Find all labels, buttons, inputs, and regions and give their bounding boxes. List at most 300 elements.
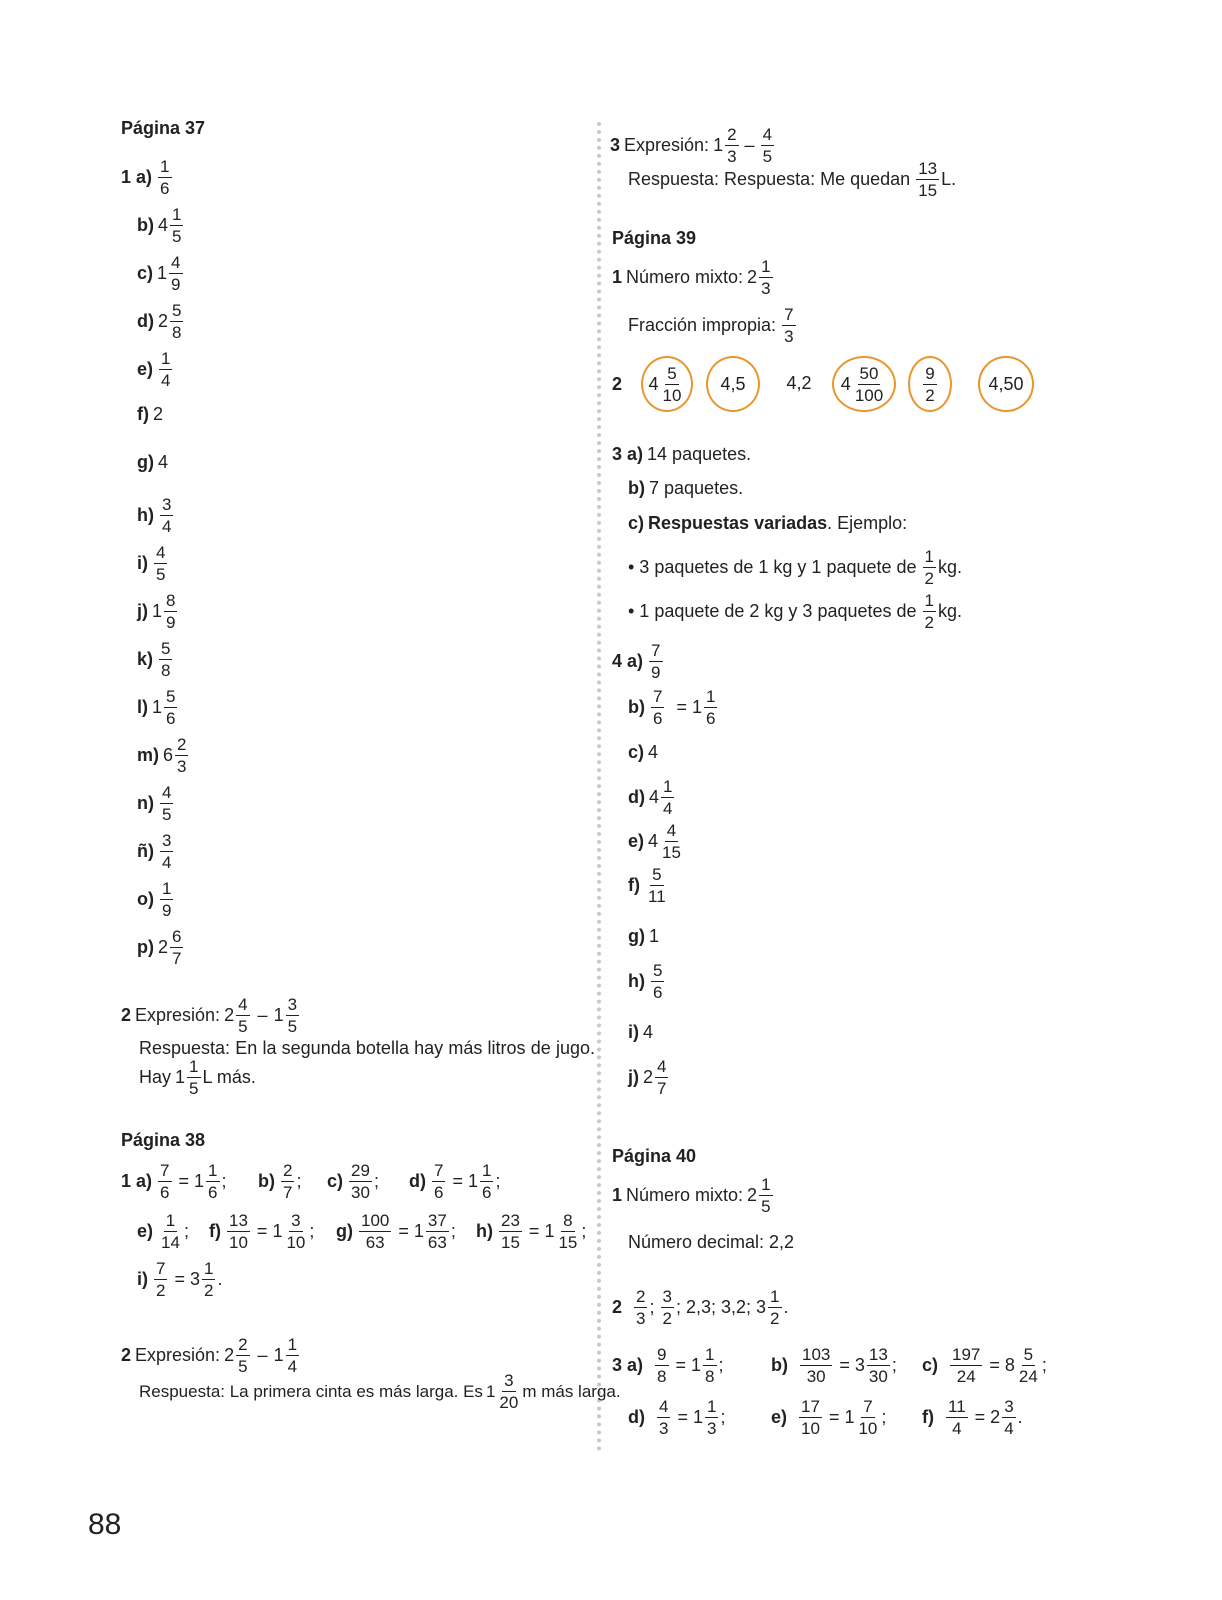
whole: 8 xyxy=(1004,1355,1015,1375)
item-label: j) xyxy=(137,601,148,621)
numerator: 4 xyxy=(162,783,172,802)
numerator: 7 xyxy=(653,687,663,706)
item-label: i) xyxy=(137,553,148,573)
equals: = xyxy=(984,1355,1005,1375)
fraction xyxy=(160,832,173,871)
equals: = xyxy=(173,1171,195,1191)
separator: ; xyxy=(296,1171,302,1191)
p39-q3c-bullet2: • 1 paquete de 2 kg y 3 paquetes de $\frac{1}{2}$ kg. xyxy=(628,591,963,632)
fraction xyxy=(705,1398,718,1437)
fraction: $\frac{1}{3}$ xyxy=(761,257,771,298)
whole: 1 xyxy=(544,1221,555,1241)
p37-item xyxy=(137,784,175,823)
p37-item xyxy=(137,350,174,389)
denominator: 6 xyxy=(160,1183,170,1202)
column-divider xyxy=(597,122,601,1452)
p37-item xyxy=(137,928,185,967)
fraction xyxy=(649,642,662,681)
item-label: 3 a) xyxy=(612,1355,644,1375)
fraction xyxy=(281,1162,294,1201)
item-label: 1 a) xyxy=(121,1171,153,1191)
fraction: $\frac{3}{20}$ xyxy=(499,1371,519,1412)
fraction xyxy=(432,1162,445,1201)
whole: 1 xyxy=(413,1221,424,1241)
q-label: 2 xyxy=(121,1005,132,1025)
item-label: b) xyxy=(137,215,154,235)
p38-q1f xyxy=(209,1212,314,1251)
p40-q1-decimal: Número decimal: 2,2 xyxy=(628,1232,795,1252)
p37-q2-answer-line2: Hay 1 $\frac{1}{5}$ L más. xyxy=(139,1057,256,1098)
p37-item xyxy=(121,158,174,197)
item-label: i) xyxy=(137,1269,148,1289)
fraction xyxy=(651,688,664,727)
denominator: 14 xyxy=(161,1233,180,1252)
numerator: 5 xyxy=(166,687,176,706)
numerator: 50 xyxy=(859,363,879,383)
numerator: 5 xyxy=(161,639,171,658)
numerator: 17 xyxy=(801,1397,820,1416)
denominator: 4 xyxy=(663,799,673,818)
equals: = xyxy=(672,1407,693,1427)
fraction: $\frac{4}{5}$ xyxy=(762,125,773,166)
equals: = xyxy=(393,1221,414,1241)
item-label: b) xyxy=(771,1355,788,1375)
value: 4,5 xyxy=(720,373,746,394)
whole: 1 xyxy=(194,1171,205,1191)
denominator: 9 xyxy=(162,901,172,920)
denominator: 7 xyxy=(172,949,182,968)
denominator: 6 xyxy=(706,709,716,728)
fraction xyxy=(202,1260,215,1299)
item-label: e) xyxy=(771,1407,788,1427)
fraction xyxy=(946,1398,968,1437)
numerator: 1 xyxy=(663,777,673,796)
fraction xyxy=(169,254,182,293)
item-label: c) xyxy=(922,1355,939,1375)
denominator: 8 xyxy=(172,323,182,342)
p38-q1a xyxy=(121,1162,227,1201)
item-label: l) xyxy=(137,697,148,717)
fraction xyxy=(158,1162,171,1201)
separator: ; xyxy=(720,1407,726,1427)
value: 4,50 xyxy=(988,373,1024,394)
denominator: 5 xyxy=(162,805,172,824)
fraction xyxy=(704,688,717,727)
whole: 2 xyxy=(990,1407,1001,1427)
numerator: 7 xyxy=(160,1161,170,1180)
p37-item xyxy=(137,640,174,679)
whole: 4 xyxy=(158,452,169,472)
item-label: e) xyxy=(628,831,645,851)
whole: 3 xyxy=(189,1269,200,1289)
numerator: 7 xyxy=(156,1259,166,1278)
item-label: d) xyxy=(137,311,154,331)
fraction: $\frac{1}{5}$ xyxy=(761,1175,771,1216)
item-label: g) xyxy=(336,1221,353,1241)
heading-pagina-40: Página 40 xyxy=(612,1146,697,1166)
p38-q2-answer: Respuesta: La primera cinta es más larga. Es 1 $\frac{3}{20}$ m más larga. xyxy=(139,1371,621,1412)
whole: 1 xyxy=(272,1221,283,1241)
p40-q3f xyxy=(922,1398,1023,1437)
item-label: e) xyxy=(137,1221,154,1241)
numerator: 7 xyxy=(434,1161,444,1180)
item-label: j) xyxy=(628,1067,639,1087)
whole: 4 xyxy=(648,831,659,851)
denominator: 2 xyxy=(204,1281,214,1300)
numerator: 100 xyxy=(361,1211,390,1230)
item-label: h) xyxy=(476,1221,493,1241)
p39-q3c: c) Respuestas variadas . Ejemplo: xyxy=(628,513,908,533)
fraction xyxy=(175,736,188,775)
fraction: $\frac{2}{3}$ xyxy=(636,1287,646,1328)
p40-q3e xyxy=(771,1398,886,1437)
separator: ; xyxy=(183,1221,189,1241)
numerator: 4 xyxy=(171,253,181,272)
item-label: g) xyxy=(628,926,645,946)
denominator: 11 xyxy=(648,887,666,906)
numerator: 4 xyxy=(666,821,677,840)
whole: 6 xyxy=(163,745,174,765)
whole: 1 xyxy=(691,697,702,717)
denominator: 8 xyxy=(161,661,171,680)
denominator: 10 xyxy=(858,1419,878,1438)
fraction: $\frac{3}{5}$ xyxy=(287,995,298,1036)
denominator: 15 xyxy=(501,1233,520,1252)
numerator: 9 xyxy=(925,363,935,383)
numerator: 9 xyxy=(657,1345,667,1364)
denominator: 3 xyxy=(177,757,187,776)
fraction xyxy=(661,778,674,817)
fraction xyxy=(853,365,885,404)
option-2 xyxy=(706,356,760,412)
p39-q4-item xyxy=(628,688,719,727)
numerator: 5 xyxy=(653,961,663,980)
fraction xyxy=(651,962,664,1001)
option-3 xyxy=(776,364,822,402)
denominator: 30 xyxy=(868,1367,888,1386)
fraction xyxy=(359,1212,391,1251)
p39-q3a: 3 a) 14 paquetes. xyxy=(612,444,752,464)
separator: ; xyxy=(718,1355,724,1375)
numerator: 2 xyxy=(177,735,187,754)
fraction: $\frac{4}{5}$ xyxy=(238,995,248,1036)
whole: 3 xyxy=(854,1355,865,1375)
p39-q3c-bullet1: • 3 paquetes de 1 kg y 1 paquete de $\frac{1}{2}$ kg. xyxy=(628,547,963,588)
fraction: $\frac{1}{2}$ xyxy=(924,547,934,588)
denominator: 4 xyxy=(161,371,171,390)
denominator: 100 xyxy=(854,385,884,405)
fraction xyxy=(160,880,173,919)
denominator: 2 xyxy=(925,385,935,405)
operator: – xyxy=(257,1005,268,1025)
separator: ; xyxy=(221,1171,227,1191)
whole: 1 xyxy=(152,601,163,621)
denominator: 24 xyxy=(956,1367,976,1386)
denominator: 2 xyxy=(156,1281,166,1300)
fraction xyxy=(159,350,172,389)
p37-item xyxy=(137,832,175,871)
denominator: 10 xyxy=(229,1233,248,1252)
item-label: f) xyxy=(137,404,149,424)
denominator: 10 xyxy=(286,1233,306,1252)
denominator: 4 xyxy=(162,853,172,872)
item-label: k) xyxy=(137,649,154,669)
fraction: $\frac{1}{4}$ xyxy=(287,1335,298,1376)
p37-item xyxy=(137,254,185,293)
denominator: 6 xyxy=(482,1183,492,1202)
item-label: i) xyxy=(628,1022,639,1042)
p39-q4-item xyxy=(628,962,666,1001)
numerator: 4 xyxy=(657,1057,667,1076)
numerator: 1 xyxy=(705,1345,715,1364)
numerator: 5 xyxy=(652,865,662,884)
separator: . xyxy=(217,1269,223,1289)
numerator: 11 xyxy=(948,1397,966,1416)
item-label: n) xyxy=(137,793,154,813)
p39-q4-item xyxy=(628,822,685,861)
p39-q4-item xyxy=(628,742,658,763)
item-label: g) xyxy=(137,452,154,472)
fraction xyxy=(164,688,177,727)
option-5 xyxy=(908,356,952,412)
p40-q1-mixed: 1 Número mixto: 2 $\frac{1}{5}$ xyxy=(612,1175,771,1216)
denominator: 9 xyxy=(166,613,176,632)
separator: ; xyxy=(495,1171,501,1191)
whole: 2 xyxy=(224,1005,235,1025)
fraction: $\frac{1}{5}$ xyxy=(189,1057,199,1098)
p37-item xyxy=(137,736,190,775)
whole: 4 xyxy=(648,373,659,394)
fraction xyxy=(950,1346,982,1385)
fraction xyxy=(799,1398,822,1437)
numerator: 1 xyxy=(706,687,716,706)
fraction xyxy=(170,928,183,967)
whole: 1 xyxy=(273,1005,284,1025)
fraction xyxy=(158,158,171,197)
p37-item xyxy=(137,880,175,919)
whole: 1 xyxy=(152,697,163,717)
denominator: 3 xyxy=(659,1419,669,1438)
whole: 4 xyxy=(158,215,169,235)
equals: = xyxy=(523,1221,545,1241)
whole: 1 xyxy=(157,263,168,283)
p37-item xyxy=(137,452,168,473)
fraction xyxy=(206,1162,219,1201)
denominator: 9 xyxy=(651,663,661,682)
denominator: 30 xyxy=(351,1183,370,1202)
numerator: 1 xyxy=(162,879,172,898)
item-label: h) xyxy=(137,505,154,525)
fraction xyxy=(657,1398,670,1437)
denominator: 63 xyxy=(365,1233,385,1252)
numerator: 2 xyxy=(283,1161,293,1180)
numerator: 3 xyxy=(1004,1397,1014,1416)
numerator: 13 xyxy=(229,1211,248,1230)
whole: 2 xyxy=(643,1067,654,1087)
separator: ; xyxy=(450,1221,456,1241)
equals: = xyxy=(666,697,692,717)
fraction xyxy=(227,1212,250,1251)
numerator: 1 xyxy=(208,1161,218,1180)
denominator: 5 xyxy=(156,565,166,584)
denominator: 8 xyxy=(657,1367,667,1386)
equals: = xyxy=(823,1407,845,1427)
numerator: 1 xyxy=(707,1397,717,1416)
denominator: 5 xyxy=(172,227,182,246)
numerator: 4 xyxy=(156,543,166,562)
p39-q4-item xyxy=(628,866,670,905)
denominator: 15 xyxy=(558,1233,578,1252)
numerator: 1 xyxy=(172,205,182,224)
fraction xyxy=(159,1212,182,1251)
fraction xyxy=(160,496,173,535)
separator: ; xyxy=(373,1171,379,1191)
fraction xyxy=(164,592,177,631)
denominator: 7 xyxy=(657,1079,667,1098)
numerator: 7 xyxy=(651,641,661,660)
numerator: 3 xyxy=(162,495,172,514)
item-label: f) xyxy=(209,1221,221,1241)
fraction xyxy=(349,1162,372,1201)
fraction xyxy=(856,1398,879,1437)
item-label: f) xyxy=(922,1407,934,1427)
fraction: $\frac{1}{2}$ xyxy=(770,1287,780,1328)
value: 4,2 xyxy=(786,372,812,393)
whole: 1 xyxy=(649,926,660,946)
item-label: c) xyxy=(327,1171,344,1191)
numerator: 8 xyxy=(166,591,176,610)
separator: ; xyxy=(581,1221,587,1241)
denominator: 3 xyxy=(707,1419,717,1438)
p37-item xyxy=(137,496,175,535)
fraction xyxy=(499,1212,522,1251)
p39-q4-item xyxy=(628,1022,653,1043)
item-label: o) xyxy=(137,889,154,909)
equals: = xyxy=(447,1171,468,1191)
p39-q4-item xyxy=(628,778,676,817)
fraction xyxy=(703,1346,716,1385)
fraction xyxy=(1002,1398,1015,1437)
numerator: 5 xyxy=(667,363,677,383)
fraction xyxy=(923,365,936,404)
fraction xyxy=(660,822,683,861)
p38-q1g xyxy=(336,1212,456,1251)
fraction xyxy=(867,1346,890,1385)
numerator: 1 xyxy=(482,1161,492,1180)
numerator: 1 xyxy=(161,349,171,368)
separator: ; xyxy=(1041,1355,1047,1375)
denominator: 24 xyxy=(1018,1367,1038,1386)
numerator: 5 xyxy=(1023,1345,1034,1364)
p38-q1d xyxy=(409,1162,500,1201)
whole: 4 xyxy=(649,787,660,807)
numerator: 8 xyxy=(563,1211,573,1230)
p38-q1i xyxy=(137,1260,222,1299)
denominator: 6 xyxy=(160,179,170,198)
fraction xyxy=(1017,1346,1040,1385)
p37-item xyxy=(137,592,179,631)
numerator: 37 xyxy=(427,1211,447,1230)
numerator: 1 xyxy=(160,157,170,176)
denominator: 8 xyxy=(705,1367,715,1386)
heading-pagina-37: Página 37 xyxy=(121,118,206,138)
whole: 2 xyxy=(158,937,169,957)
numerator: 197 xyxy=(952,1345,981,1364)
p38-q3-expression: 3 Expresión: 1 $\frac{2}{3}$ – $\frac{4}{5}$ xyxy=(610,125,773,166)
p40-q2: 2 $\frac{2}{3}$ ; $\frac{3}{2}$ ; 2,3; 3,2; 3 $\frac{1}{2}$ . xyxy=(612,1287,789,1328)
equals: = xyxy=(169,1269,190,1289)
separator: ; xyxy=(891,1355,897,1375)
p37-q2-expression xyxy=(121,996,301,1035)
p39-q4-item xyxy=(612,642,665,681)
p37-item xyxy=(137,206,185,245)
heading-pagina-38: Página 38 xyxy=(121,1130,206,1150)
item-label: ñ) xyxy=(137,841,154,861)
item-label: m) xyxy=(137,745,159,765)
separator: ; xyxy=(309,1221,315,1241)
denominator: 4 xyxy=(162,517,172,536)
denominator: 30 xyxy=(806,1367,826,1386)
p37-item xyxy=(137,544,169,583)
numerator: 3 xyxy=(162,831,172,850)
whole: 1 xyxy=(467,1171,478,1191)
item-label: c) xyxy=(628,742,645,762)
numerator: 103 xyxy=(802,1345,831,1364)
fraction xyxy=(160,784,173,823)
equals: = xyxy=(969,1407,991,1427)
denominator: 4 xyxy=(952,1419,962,1438)
numerator: 7 xyxy=(863,1397,873,1416)
item-label: h) xyxy=(628,971,645,991)
p39-q1-improper: Fracción impropia: $\frac{7}{3}$ xyxy=(628,305,794,346)
p39-q4-item xyxy=(628,1058,670,1097)
fraction xyxy=(556,1212,579,1251)
numerator: 5 xyxy=(172,301,182,320)
fraction xyxy=(284,1212,307,1251)
p38-q1h xyxy=(476,1212,586,1251)
numerator: 29 xyxy=(351,1161,370,1180)
fraction xyxy=(170,302,183,341)
p39-q3b: b) 7 paquetes. xyxy=(628,478,744,498)
denominator: 6 xyxy=(434,1183,444,1202)
fraction xyxy=(154,1260,167,1299)
p38-q2-expression: 2 Expresión: 2 $\frac{2}{5}$ – 1 $\frac{1}{4}$ xyxy=(121,1335,298,1376)
p37-q2-answer-line1: Respuesta: En la segunda botella hay más litros de jugo. xyxy=(139,1038,595,1058)
fraction xyxy=(800,1346,832,1385)
whole: 1 xyxy=(692,1407,703,1427)
whole: 4 xyxy=(840,373,851,394)
fraction xyxy=(154,544,167,583)
fraction xyxy=(480,1162,493,1201)
p39-q1-mixed: 1 Número mixto: 2 $\frac{1}{3}$ xyxy=(612,257,771,298)
item-label: b) xyxy=(258,1171,275,1191)
denominator: 9 xyxy=(171,275,181,294)
separator: . xyxy=(1017,1407,1023,1427)
equals: = xyxy=(834,1355,855,1375)
option-4 xyxy=(832,356,896,412)
fraction: $\frac{3}{2}$ xyxy=(662,1287,672,1328)
item-label: 4 a) xyxy=(612,651,644,671)
item-label: b) xyxy=(628,697,645,717)
fraction: $\frac{1}{2}$ xyxy=(924,591,934,632)
option-1 xyxy=(641,356,693,412)
denominator: 7 xyxy=(283,1183,293,1202)
fraction: $\frac{7}{3}$ xyxy=(784,305,794,346)
denominator: 63 xyxy=(427,1233,447,1252)
equals: = xyxy=(251,1221,273,1241)
p37-item xyxy=(137,404,163,425)
p38-q1e xyxy=(137,1212,189,1251)
